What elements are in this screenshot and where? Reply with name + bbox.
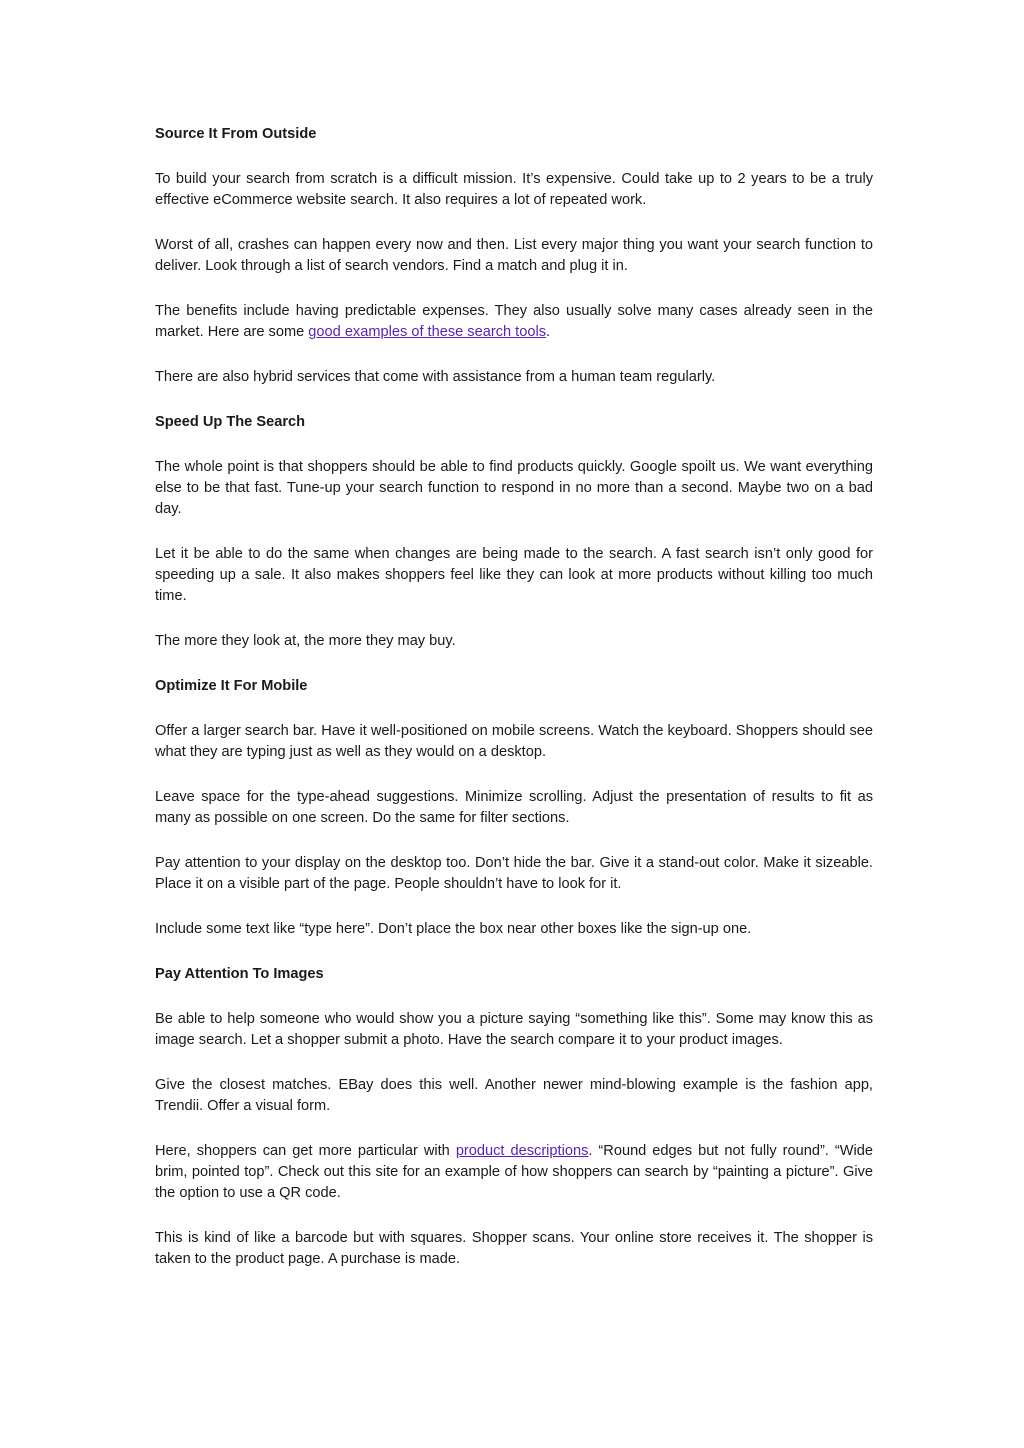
paragraph: To build your search from scratch is a difficult mission. It’s expensive. Could take up to 2 years to be a truly effective eCommerce website search. It also requires a lot of repeated work.: [155, 171, 873, 208]
paragraph: Give the closest matches. EBay does this well. Another newer mind-blowing example is the fashion app, Trendii. Offer a visual form.: [155, 1077, 873, 1114]
product-descriptions-link[interactable]: product descriptions: [455, 1143, 589, 1159]
paragraph: Include some text like “type here”. Don’t place the box near other boxes like the sign-up one.: [155, 921, 752, 937]
paragraph: The more they look at, the more they may buy.: [155, 633, 456, 649]
paragraph: Pay attention to your display on the desktop too. Don’t hide the bar. Give it a stand-out color. Make it sizeable. Place it on a visible part of the page. People shouldn’t have to look for it.: [155, 855, 873, 892]
paragraph: Leave space for the type-ahead suggestions. Minimize scrolling. Adjust the presentation of results to fit as many as possible on one screen. Do the same for filter sections.: [155, 789, 873, 826]
document-body: [155, 124, 873, 1294]
paragraph-text: . “Round edges but not fully round”. “Wide brim, pointed top”. Check out this site for an example of how shoppers can search by “painting a picture”. Give the option to use a QR code.: [155, 1143, 873, 1201]
paragraph-text: .: [546, 324, 551, 340]
paragraph: Offer a larger search bar. Have it well-positioned on mobile screens. Watch the keyboard. Shoppers should see what they are typing just as well as they would on a desktop.: [155, 723, 873, 760]
paragraph-text: The benefits include having predictable expenses. They also usually solve many cases already seen in the market. Here are some: [155, 303, 873, 340]
section-heading-optimize-it-for-mobile: Optimize It For Mobile: [155, 678, 308, 694]
section-heading-speed-up-the-search: Speed Up The Search: [155, 414, 306, 430]
paragraph: The whole point is that shoppers should be able to find products quickly. Google spoilt us. We want everything else to be that fast. Tune-up your search function to respond in no more than a second. Maybe two on a bad day.: [155, 459, 873, 517]
paragraph: This is kind of like a barcode but with squares. Shopper scans. Your online store receives it. The shopper is taken to the product page. A purchase is made.: [155, 1230, 873, 1267]
section-heading-pay-attention-to-images: Pay Attention To Images: [155, 966, 324, 982]
paragraph-with-link: [155, 1141, 873, 1204]
section-heading-source-it-from-outside: Source It From Outside: [155, 126, 317, 142]
search-tools-examples-link[interactable]: good examples of these search tools: [308, 324, 546, 340]
paragraph-with-link: [155, 301, 873, 343]
paragraph: Let it be able to do the same when changes are being made to the search. A fast search isn’t only good for speeding up a sale. It also makes shoppers feel like they can look at more products without killing too much time.: [155, 546, 873, 604]
paragraph-text: Here, shoppers can get more particular with: [155, 1143, 456, 1159]
paragraph: Be able to help someone who would show you a picture saying “something like this”. Some may know this as image search. Let a shopper submit a photo. Have the search compare it to your product images.: [155, 1011, 873, 1048]
paragraph: Worst of all, crashes can happen every now and then. List every major thing you want your search function to deliver. Look through a list of search vendors. Find a match and plug it in.: [155, 237, 873, 274]
paragraph: There are also hybrid services that come with assistance from a human team regularly.: [155, 369, 716, 385]
